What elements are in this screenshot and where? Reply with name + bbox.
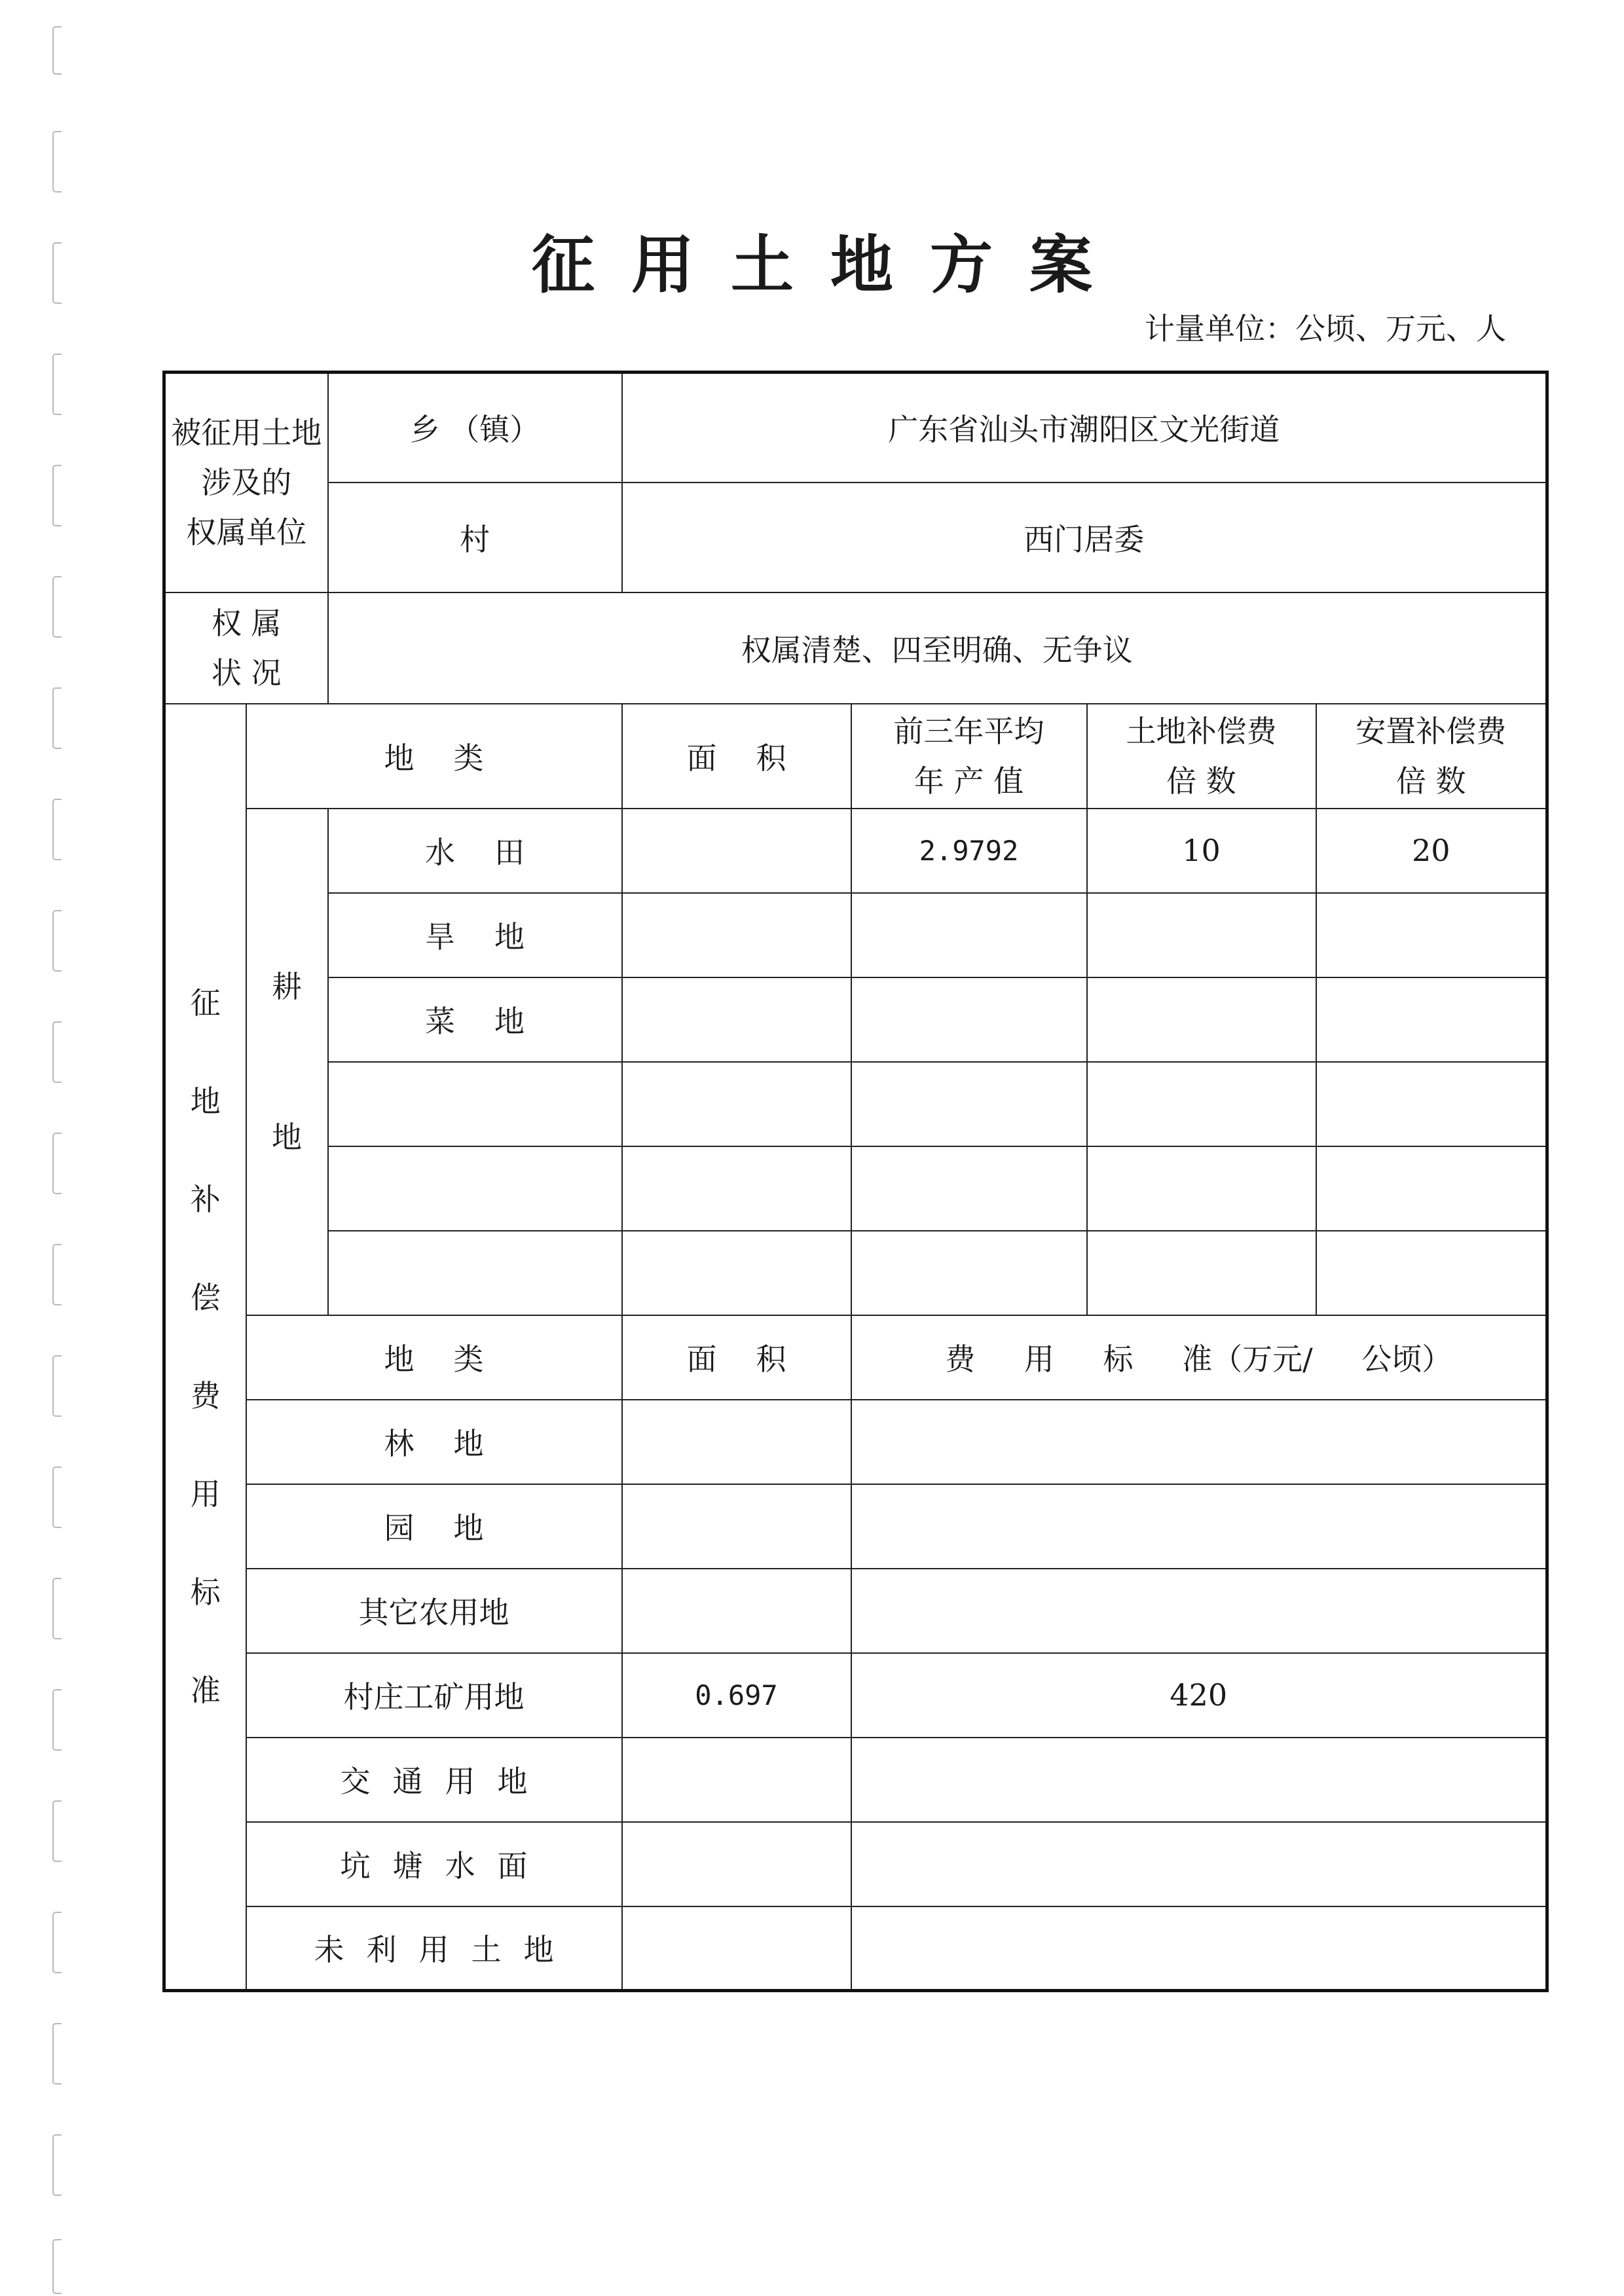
village-label: 村: [328, 483, 622, 592]
binding-margin: [47, 0, 73, 2296]
cost-standard-cell: [851, 1738, 1547, 1822]
table-row: [164, 977, 1547, 1062]
binding-hole: [52, 1689, 62, 1751]
land-compensation-multiple-header: 土地补偿费 倍 数: [1087, 704, 1316, 809]
area-cell: [622, 809, 851, 893]
cost-standard-cell: [851, 1906, 1547, 1991]
land-type-header: 地类: [246, 704, 622, 809]
avg-output-header: 前三年平均 年 产 值: [851, 704, 1087, 809]
land-multiple-cell: 10: [1087, 809, 1316, 893]
table-row: [164, 893, 1547, 977]
ownership-units-label: 被征用土地 涉及的 权属单位: [164, 373, 328, 592]
resettle-multiple-cell: [1316, 1146, 1547, 1231]
land-type-cell: 菜地: [328, 977, 622, 1062]
village-value: 西门居委: [622, 483, 1547, 592]
cost-standard-cell: 420: [851, 1653, 1547, 1738]
page-title: 征用土地方案: [532, 228, 1129, 302]
avg-output-cell: [851, 1231, 1087, 1315]
table-row: [164, 1738, 1547, 1822]
binding-hole: [52, 2239, 62, 2294]
unit-note: 计量单位：公顷、万元、人: [1145, 311, 1506, 346]
table-row: [164, 809, 1547, 893]
ownership-status-label: 权 属 状 况: [164, 592, 328, 704]
binding-hole: [52, 910, 62, 972]
township-label: 乡 （镇）: [328, 373, 622, 483]
area-cell: [622, 893, 851, 977]
land-type-cell: 交通用地: [246, 1738, 622, 1822]
cultivated-land-label: 耕 地: [246, 809, 328, 1315]
area-cell: [622, 977, 851, 1062]
land-type-header-2: 地类: [246, 1315, 622, 1400]
binding-hole: [52, 465, 62, 526]
resettle-multiple-cell: 20: [1316, 809, 1547, 893]
resettlement-multiple-header: 安置补偿费 倍 数: [1316, 704, 1547, 809]
cost-standard-header: 费 用 标 准（万元/ 公顷）: [851, 1315, 1547, 1400]
land-type-cell: 坑塘水面: [246, 1822, 622, 1906]
area-header: 面积: [622, 704, 851, 809]
avg-output-cell: [851, 977, 1087, 1062]
land-multiple-cell: [1087, 893, 1316, 977]
ownership-status-value: 权属清楚、四至明确、无争议: [328, 592, 1547, 704]
area-header-2: 面积: [622, 1315, 851, 1400]
land-acquisition-form: [162, 371, 1549, 1992]
binding-hole: [52, 1355, 62, 1417]
binding-hole: [52, 354, 62, 415]
binding-hole: [52, 799, 62, 860]
land-type-cell: [328, 1062, 622, 1146]
table-row: [164, 1653, 1547, 1738]
binding-hole: [52, 1021, 62, 1083]
cost-standard-cell: [851, 1400, 1547, 1484]
land-type-cell: 其它农用地: [246, 1569, 622, 1653]
resettle-multiple-cell: [1316, 1231, 1547, 1315]
binding-hole: [52, 2134, 62, 2196]
land-type-cell: 村庄工矿用地: [246, 1653, 622, 1738]
land-type-cell: 旱地: [328, 893, 622, 977]
area-cell: [622, 1738, 851, 1822]
area-cell: [622, 1906, 851, 1991]
compensation-standard-label: 征 地 补 偿 费 用 标 准: [164, 704, 246, 1991]
avg-output-cell: [851, 893, 1087, 977]
binding-hole: [52, 576, 62, 638]
table-row: [164, 1569, 1547, 1653]
area-cell: [622, 1231, 851, 1315]
area-cell: [622, 1146, 851, 1231]
area-cell: [622, 1400, 851, 1484]
cost-standard-cell: [851, 1822, 1547, 1906]
cost-standard-cell: [851, 1569, 1547, 1653]
binding-hole: [52, 131, 62, 192]
binding-hole: [52, 1578, 62, 1639]
binding-hole: [52, 26, 62, 75]
table-row: [164, 1231, 1547, 1315]
land-type-cell: [328, 1231, 622, 1315]
land-type-cell: 未利用土地: [246, 1906, 622, 1991]
table-row: [164, 1822, 1547, 1906]
resettle-multiple-cell: [1316, 1062, 1547, 1146]
resettle-multiple-cell: [1316, 977, 1547, 1062]
binding-hole: [52, 1467, 62, 1528]
table-row: [164, 1146, 1547, 1231]
table-row: [164, 1400, 1547, 1484]
table-row: [164, 1484, 1547, 1569]
land-type-cell: 园地: [246, 1484, 622, 1569]
resettle-multiple-cell: [1316, 893, 1547, 977]
cost-standard-cell: [851, 1484, 1547, 1569]
area-cell: 0.697: [622, 1653, 851, 1738]
avg-output-cell: [851, 1062, 1087, 1146]
table-row: [164, 1062, 1547, 1146]
land-multiple-cell: [1087, 1231, 1316, 1315]
land-type-cell: [328, 1146, 622, 1231]
binding-hole: [52, 687, 62, 749]
land-multiple-cell: [1087, 1146, 1316, 1231]
binding-hole: [52, 2023, 62, 2085]
area-cell: [622, 1569, 851, 1653]
township-value: 广东省汕头市潮阳区文光街道: [622, 373, 1547, 483]
land-multiple-cell: [1087, 1062, 1316, 1146]
avg-output-cell: [851, 1146, 1087, 1231]
area-cell: [622, 1484, 851, 1569]
land-type-cell: 林地: [246, 1400, 622, 1484]
land-multiple-cell: [1087, 977, 1316, 1062]
table-row: [164, 1906, 1547, 1991]
area-cell: [622, 1062, 851, 1146]
binding-hole: [52, 1244, 62, 1305]
binding-hole: [52, 1133, 62, 1194]
avg-output-cell: 2.9792: [851, 809, 1087, 893]
binding-hole: [52, 1800, 62, 1862]
binding-hole: [52, 1912, 62, 1973]
land-type-cell: 水田: [328, 809, 622, 893]
area-cell: [622, 1822, 851, 1906]
